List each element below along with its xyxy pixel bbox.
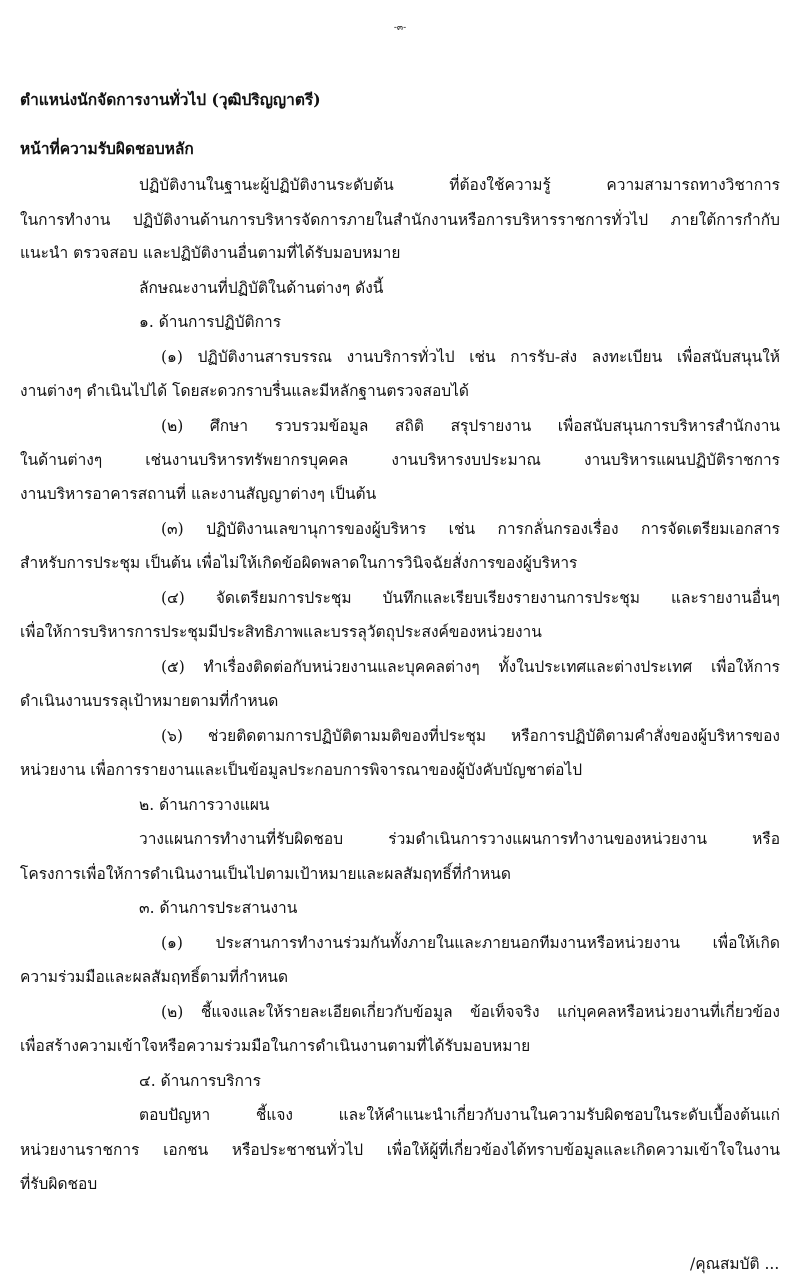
s3-item-2-line-2: เพื่อสร้างความเข้าใจหรือความร่วมมือในการดำเนินงานตามที่ได้รับมอบหมาย xyxy=(20,1037,531,1055)
s1-item-3-line-1: (๓) ปฏิบัติงานเลขานุการของผู้บริหาร เช่น การกลั่นกรองเรื่อง การจัดเตรียมเอกสาร xyxy=(161,520,780,538)
section-4-title: ๔. ด้านการบริการ xyxy=(139,1072,261,1090)
s1-item-6-line-1: (๖) ช่วยติดตามการปฏิบัติตามมติของที่ประชุม หรือการปฏิบัติตามคำสั่งของผู้บริหารของ xyxy=(161,727,780,745)
section-1-title: ๑. ด้านการปฏิบัติการ xyxy=(139,313,282,331)
s4-line-2: หน่วยงานราชการ เอกชน หรือประชาชนทั่วไป เพื่อให้ผู้ที่เกี่ยวข้องได้ทราบข้อมูลและเกิดความเข้าใจในงาน xyxy=(20,1141,780,1159)
page-number: -๓- xyxy=(393,23,407,33)
s4-line-1: ตอบปัญหา ชี้แจง และให้คำแนะนำเกี่ยวกับงานในความรับผิดชอบในระดับเบื้องต้นแก่ xyxy=(139,1106,780,1124)
s1-item-1-line-1: (๑) ปฏิบัติงานสารบรรณ งานบริการทั่วไป เช่น การรับ-ส่ง ลงทะเบียน เพื่อสนับสนุนให้ xyxy=(161,348,780,366)
s4-line-3: ที่รับผิดชอบ xyxy=(20,1175,98,1193)
s1-item-2-line-3: งานบริหารอาคารสถานที่ และงานสัญญาต่างๆ เป็นต้น xyxy=(20,485,377,503)
s3-item-1-line-1: (๑) ประสานการทำงานร่วมกันทั้งภายในและภายนอกทีมงานหรือหน่วยงาน เพื่อให้เกิด xyxy=(161,934,780,952)
s3-item-2-line-1: (๒) ชี้แจงและให้รายละเอียดเกี่ยวกับข้อมูล ข้อเท็จจริง แก่บุคคลหรือหน่วยงานที่เกี่ยวข้อง xyxy=(161,1003,780,1021)
s1-item-5-line-2: ดำเนินงานบรรลุเป้าหมายตามที่กำหนด xyxy=(20,692,279,710)
section-3-title: ๓. ด้านการประสานงาน xyxy=(139,899,298,917)
s1-item-3-line-2: สำหรับการประชุม เป็นต้น เพื่อไม่ให้เกิดข้อผิดพลาดในการวินิจฉัยสั่งการของผู้บริหาร xyxy=(20,554,578,572)
continuation-note: /คุณสมบัติ ... xyxy=(690,1255,780,1273)
s1-item-4-line-2: เพื่อให้การบริหารการประชุมมีประสิทธิภาพและบรรลุวัตถุประสงค์ของหน่วยงาน xyxy=(20,623,542,641)
s3-item-1-line-2: ความร่วมมือและผลสัมฤทธิ์ตามที่กำหนด xyxy=(20,968,289,986)
position-title: ตำแหน่งนักจัดการงานทั่วไป (วุฒิปริญญาตรี) xyxy=(20,90,321,109)
s2-line-2: โครงการเพื่อให้การดำเนินงานเป็นไปตามเป้าหมายและผลสัมฤทธิ์ที่กำหนด xyxy=(20,865,511,883)
nature-line: ลักษณะงานที่ปฏิบัติในด้านต่างๆ ดังนี้ xyxy=(139,279,384,297)
s1-item-2-line-2: ในด้านต่างๆ เช่นงานบริหารทรัพยากรบุคคล งานบริหารงบประมาณ งานบริหารแผนปฏิบัติราชการ xyxy=(20,451,780,469)
intro-line-3: แนะนำ ตรวจสอบ และปฏิบัติงานอื่นตามที่ได้รับมอบหมาย xyxy=(20,244,401,262)
s2-line-1: วางแผนการทำงานที่รับผิดชอบ ร่วมดำเนินการวางแผนการทำงานของหน่วยงาน หรือ xyxy=(139,830,780,848)
s1-item-4-line-1: (๔) จัดเตรียมการประชุม บันทึกและเรียบเรียงรายงานการประชุม และรายงานอื่นๆ xyxy=(161,589,780,607)
intro-line-2: ในการทำงาน ปฏิบัติงานด้านการบริหารจัดการภายในสำนักงานหรือการบริหารราชการทั่วไป ภายใต้การกำกับ xyxy=(20,211,780,229)
s1-item-1-line-2: งานต่างๆ ดำเนินไปได้ โดยสะดวกราบรื่นและมีหลักฐานตรวจสอบได้ xyxy=(20,382,469,400)
s1-item-2-line-1: (๒) ศึกษา รวบรวมข้อมูล สถิติ สรุปรายงาน เพื่อสนับสนุนการบริหารสำนักงาน xyxy=(161,417,780,435)
duties-heading: หน้าที่ความรับผิดชอบหลัก xyxy=(20,139,194,158)
section-2-title: ๒. ด้านการวางแผน xyxy=(139,796,270,814)
s1-item-5-line-1: (๕) ทำเรื่องติดต่อกับหน่วยงานและบุคคลต่างๆ ทั้งในประเทศและต่างประเทศ เพื่อให้การ xyxy=(161,658,780,676)
s1-item-6-line-2: หน่วยงาน เพื่อการรายงานและเป็นข้อมูลประกอบการพิจารณาของผู้บังคับบัญชาต่อไป xyxy=(20,761,583,779)
intro-line-1: ปฏิบัติงานในฐานะผู้ปฏิบัติงานระดับต้น ที่ต้องใช้ความรู้ ความสามารถทางวิชาการ xyxy=(139,176,780,194)
